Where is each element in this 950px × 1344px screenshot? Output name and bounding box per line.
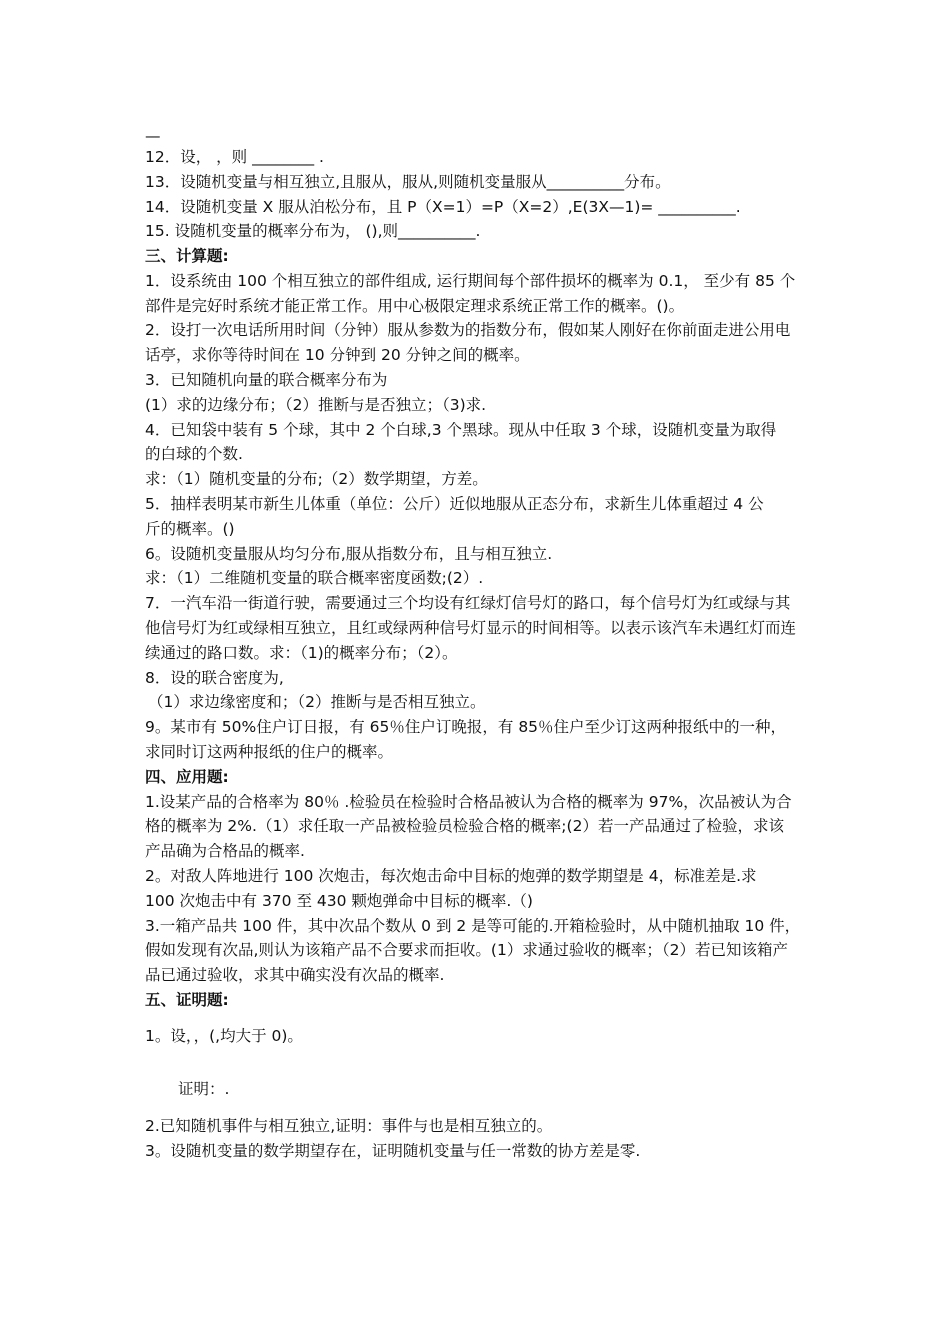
calc-8-line-2: （1）求边缘密度和；（2）推断与是否相互独立。: [148, 693, 486, 711]
app-2-line-1: 2。对敌人阵地进行 100 次炮击，每次炮击命中目标的炮弹的数学期望是 4，标准差是.求: [145, 867, 757, 885]
app-3-line-3: 品已通过验收，求其中确实没有次品的概率.: [145, 966, 445, 984]
calc-9-line-1: 9。某市有 50%住户订日报，有 65％住户订晚报，有 85％住户至少订这两种报纸中的一种，: [145, 718, 787, 736]
calc-1-line-2: 部件是完好时系统才能正常工作。用中心极限定理求系统正常工作的概率。()。: [145, 297, 685, 315]
calc-7-line-3: 续通过的路口数。求：（1)的概率分布；（2）。: [145, 644, 458, 662]
calc-5-line-2: 斤的概率。(): [145, 520, 235, 538]
calc-3-line-2: (1）求的边缘分布；（2）推断与是否独立；（3)求.: [145, 396, 487, 414]
calc-2-line-1: 2．设打一次电话所用时间（分钟）服从参数为的指数分布，假如某人刚好在你前面走进公用电: [145, 321, 791, 339]
calc-1-line-1: 1．设系统由 100 个相互独立的部件组成, 运行期间每个部件损坏的概率为 0.1， 至少有 85 个: [145, 272, 796, 290]
app-3-line-1: 3.一箱产品共 100 件，其中次品个数从 0 到 2 是等可能的.开箱检验时，从中随机抽取 10 件，: [145, 917, 801, 935]
proof-2: 2.已知随机事件与相互独立,证明：事件与也是相互独立的。: [145, 1117, 553, 1135]
app-3-line-2: 假如发现有次品,则认为该箱产品不合要求而拒收。(1）求通过验收的概率；（2）若已知该箱产: [145, 941, 788, 959]
app-1-line-2: 格的概率为 2%.（1）求任取一产品被检验员检验合格的概率;(2）若一产品通过了检验，求该: [145, 817, 784, 835]
question-15: 15. 设随机变量的概率分布为， (),则__________.: [145, 222, 481, 240]
calc-5-line-1: 5．抽样表明某市新生儿体重（单位：公斤）近似地服从正态分布，求新生儿体重超过 4 公: [145, 495, 764, 513]
question-13: 13．设随机变量与相互独立,且服从，服从,则随机变量服从__________分布。: [145, 173, 671, 191]
proof-1-line-1: 1。设，，(,均大于 0)。: [145, 1027, 303, 1045]
calc-8-line-1: 8．设的联合密度为,: [145, 669, 284, 687]
section-heading-calculation: 三、计算题:: [145, 247, 229, 265]
app-2-line-2: 100 次炮击中有 370 至 430 颗炮弹命中目标的概率.（): [145, 892, 533, 910]
proof-3: 3。设随机变量的数学期望存在，证明随机变量与任一常数的协方差是零.: [145, 1142, 641, 1160]
app-1-line-1: 1.设某产品的合格率为 80％ .检验员在检验时合格品被认为合格的概率为 97%，次品被认为合: [145, 793, 792, 811]
calc-7-line-2: 他信号灯为红或绿相互独立，且红或绿两种信号灯显示的时间相等。以表示该汽车未遇红灯而连: [145, 619, 797, 637]
question-14: 14．设随机变量 X 服从泊松分布，且 P（X=1）=P（X=2）,E(3X—1)= __________.: [145, 198, 741, 216]
proof-1-line-2: 证明：.: [178, 1080, 230, 1098]
question-12: 12．设， ，则 ________ .: [145, 148, 324, 166]
calc-4-line-1: 4．已知袋中装有 5 个球，其中 2 个白球,3 个黑球。现从中任取 3 个球，设随机变量为取得: [145, 421, 777, 439]
app-1-line-3: 产品确为合格品的概率.: [145, 842, 305, 860]
stray-dash: —: [145, 127, 161, 145]
calc-9-line-2: 求同时订这两种报纸的住户的概率。: [145, 743, 394, 761]
calc-2-line-2: 话亭，求你等待时间在 10 分钟到 20 分钟之间的概率。: [145, 346, 530, 364]
calc-3-line-1: 3．已知随机向量的联合概率分布为: [145, 371, 388, 389]
calc-6-line-1: 6。设随机变量服从均匀分布,服从指数分布，且与相互独立.: [145, 545, 553, 563]
calc-7-line-1: 7．一汽车沿一街道行驶，需要通过三个均设有红绿灯信号灯的路口，每个信号灯为红或绿与其: [145, 594, 791, 612]
section-heading-proof: 五、证明题:: [145, 991, 229, 1009]
section-heading-application: 四、应用题:: [145, 768, 229, 786]
calc-4-line-2: 的白球的个数.: [145, 445, 243, 463]
calc-4-line-3: 求：（1）随机变量的分布;（2）数学期望，方差。: [145, 470, 488, 488]
calc-6-line-2: 求：（1）二维随机变量的联合概率密度函数;(2）.: [145, 569, 484, 587]
